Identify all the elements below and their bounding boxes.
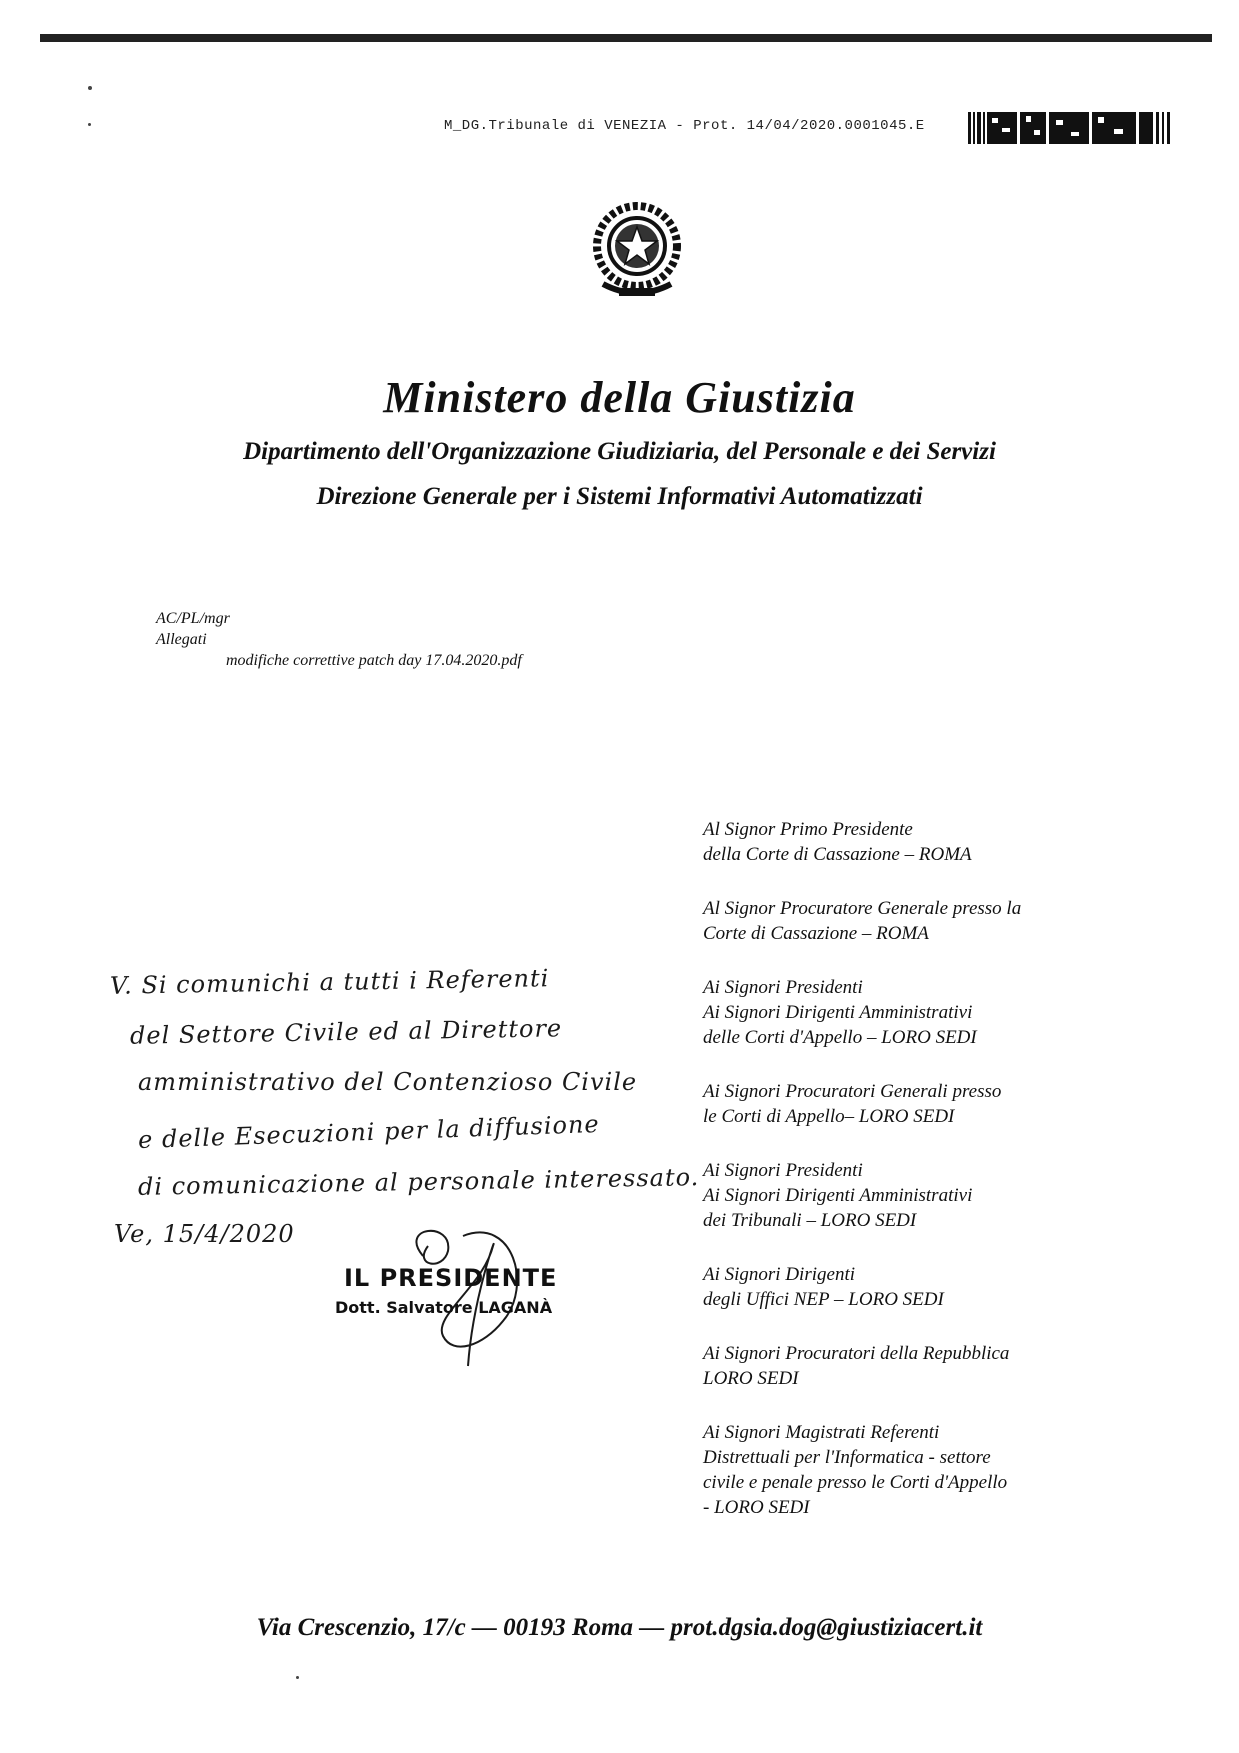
- recipient-block: [703, 817, 1123, 867]
- scan-speck: [296, 1676, 299, 1679]
- attachment-filename: modifiche correttive patch day 17.04.2020.pdf: [226, 652, 522, 669]
- recipient-line: dei Tribunali – LORO SEDI: [703, 1210, 917, 1231]
- recipient-line: Ai Signori Magistrati Referenti: [703, 1422, 940, 1443]
- scan-speck: [88, 86, 92, 90]
- department-name: Dipartimento dell'Organizzazione Giudiziaria, del Personale e dei Servizi: [243, 438, 996, 465]
- reference-block: [156, 608, 522, 671]
- handwritten-line: e delle Esecuzioni per la diffusione: [137, 1109, 601, 1155]
- recipient-block: [703, 896, 1123, 946]
- footer-address: Via Crescenzio, 17/c — 00193 Roma — prot.dgsia.dog@giustiziacert.it: [256, 1614, 983, 1641]
- recipient-line: Ai Signori Presidenti: [703, 1160, 863, 1181]
- signatory-title: IL PRESIDENTE: [344, 1264, 558, 1292]
- recipient-line: Ai Signori Dirigenti: [703, 1264, 855, 1285]
- handwritten-line: Ve, 15/4/2020: [114, 1220, 295, 1248]
- top-border: [40, 34, 1212, 42]
- recipient-line: degli Uffici NEP – LORO SEDI: [703, 1289, 944, 1310]
- directorate-name: Direzione Generale per i Sistemi Informativi Automatizzati: [316, 483, 923, 510]
- attachments-label: Allegati: [156, 631, 207, 648]
- recipient-block: [703, 1079, 1123, 1129]
- recipient-line: Ai Signori Procuratori della Repubblica: [703, 1343, 1010, 1364]
- scan-speck: [88, 123, 91, 126]
- recipient-line: Al Signor Procuratore Generale presso la: [703, 898, 1022, 919]
- recipient-line: civile e penale presso le Corti d'Appello: [703, 1472, 1008, 1493]
- recipient-line: Ai Signori Dirigenti Amministrativi: [703, 1002, 973, 1023]
- recipient-block: [703, 975, 1123, 1050]
- recipient-line: - LORO SEDI: [703, 1497, 810, 1518]
- recipient-line: Ai Signori Dirigenti Amministrativi: [703, 1185, 973, 1206]
- recipient-line: della Corte di Cassazione – ROMA: [703, 844, 972, 865]
- recipient-block: [703, 1341, 1123, 1391]
- recipient-block: [703, 1158, 1123, 1233]
- handwritten-line: del Settore Civile ed al Direttore: [129, 1014, 563, 1050]
- recipient-line: Corte di Cassazione – ROMA: [703, 923, 929, 944]
- recipient-line: Ai Signori Presidenti: [703, 977, 863, 998]
- handwritten-line: V. Si comunichi a tutti i Referenti: [109, 964, 550, 1000]
- handwritten-line: di comunicazione al personale interessato.: [137, 1163, 700, 1201]
- recipient-line: LORO SEDI: [703, 1368, 799, 1389]
- barcode-icon: [968, 112, 1174, 144]
- recipient-block: [703, 1262, 1123, 1312]
- recipient-line: Al Signor Primo Presidente: [703, 819, 913, 840]
- recipient-line: le Corti di Appello– LORO SEDI: [703, 1106, 955, 1127]
- recipient-block: [703, 1420, 1123, 1520]
- recipient-line: Ai Signori Procuratori Generali presso: [703, 1081, 1002, 1102]
- protocol-stamp: M_DG.Tribunale di VENEZIA - Prot. 14/04/2020.0001045.E: [444, 118, 925, 134]
- ministry-title: Ministero della Giustizia: [383, 373, 856, 422]
- recipient-line: delle Corti d'Appello – LORO SEDI: [703, 1027, 977, 1048]
- recipient-line: Distrettuali per l'Informatica - settore: [703, 1447, 991, 1468]
- handwritten-line: amministrativo del Contenzioso Civile: [138, 1068, 638, 1096]
- republic-emblem-icon: [589, 196, 685, 304]
- reference-initials: AC/PL/mgr: [156, 610, 230, 627]
- signatory-name: Dott. Salvatore LAGANÀ: [335, 1298, 553, 1317]
- recipients-list: [703, 817, 1123, 1549]
